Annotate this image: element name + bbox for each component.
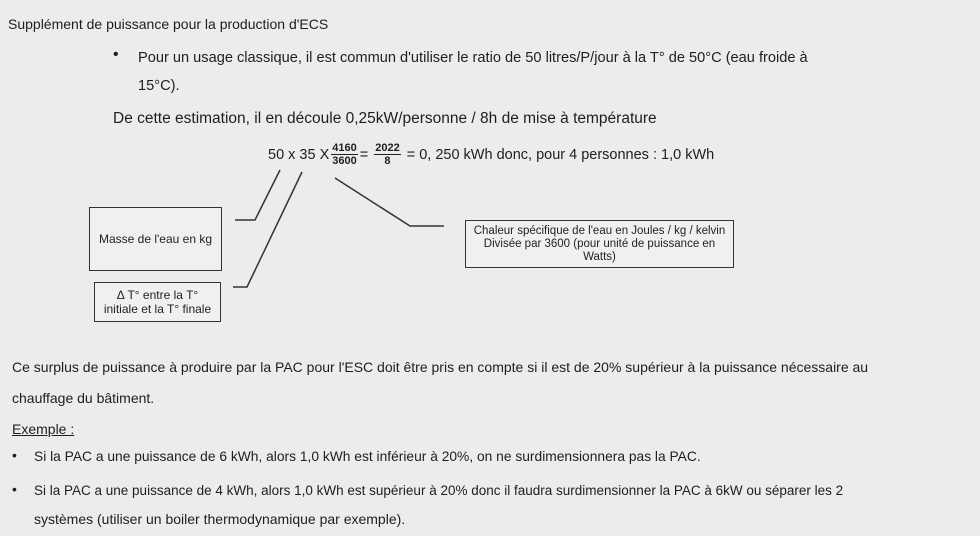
chaleur-label-line3: Watts) [583, 250, 616, 263]
bullet-dot: • [12, 447, 17, 463]
chaleur-label-line2: Divisée par 3600 (pour unité de puissance en [483, 237, 716, 250]
connector-chaleur [335, 178, 444, 226]
delta-label-line1: Δ T° entre la T° [116, 288, 199, 302]
exemple-2-text-line2: systèmes (utiliser un boiler thermodynamique par exemple). [34, 511, 406, 527]
formula-equals: = [359, 146, 369, 163]
usage-text-line2: 15°C). [138, 78, 180, 94]
delta-label-line2: initiale et la T° finale [103, 302, 212, 316]
masse-label: Masse de l'eau en kg [98, 232, 213, 246]
estimation-text: De cette estimation, il en découle 0,25kW/personne / 8h de mise à température [113, 110, 657, 127]
connector-delta [233, 172, 302, 287]
fraction-1-denominator: 3600 [332, 155, 357, 167]
chaleur-label-line1: Chaleur spécifique de l'eau en Joules / kg / kelvin [473, 224, 726, 237]
masse-box [89, 207, 222, 271]
surplus-text-line2: chauffage du bâtiment. [12, 390, 155, 406]
delta-box [94, 282, 221, 322]
page-title: Supplément de puissance pour la production d'ECS [8, 16, 329, 32]
exemple-1-text: Si la PAC a une puissance de 6 kWh, alors 1,0 kWh est inférieur à 20%, on ne surdimensionnera pas la PAC. [34, 449, 701, 464]
chaleur-box [465, 220, 734, 268]
exemple-heading: Exemple : [12, 421, 75, 437]
fraction-2-numerator: 2022 [375, 142, 400, 154]
bullet-dot: • [113, 46, 119, 63]
fraction-1-numerator: 4160 [332, 142, 357, 154]
bullet-dot: • [12, 481, 17, 497]
exemple-2-text-line1: Si la PAC a une puissance de 4 kWh, alors 1,0 kWh est supérieur à 20% donc il faudra surdimensionner la PAC à 6kW ou séparer les 2 [34, 483, 844, 498]
surplus-text-line1: Ce surplus de puissance à produire par la PAC pour l'ESC doit être pris en compte si il est de 20% supérieur à la puissance nécessaire au [12, 359, 869, 375]
fraction-2-denominator: 8 [384, 155, 391, 167]
usage-text-line1: Pour un usage classique, il est commun d'utiliser le ratio de 50 litres/P/jour à la T° de 50°C (eau froide à [138, 50, 808, 66]
formula-suffix: = 0, 250 kWh donc, pour 4 personnes : 1,0 kWh [406, 146, 715, 163]
formula-prefix: 50 x 35 X [268, 146, 330, 163]
connector-masse [235, 170, 280, 220]
